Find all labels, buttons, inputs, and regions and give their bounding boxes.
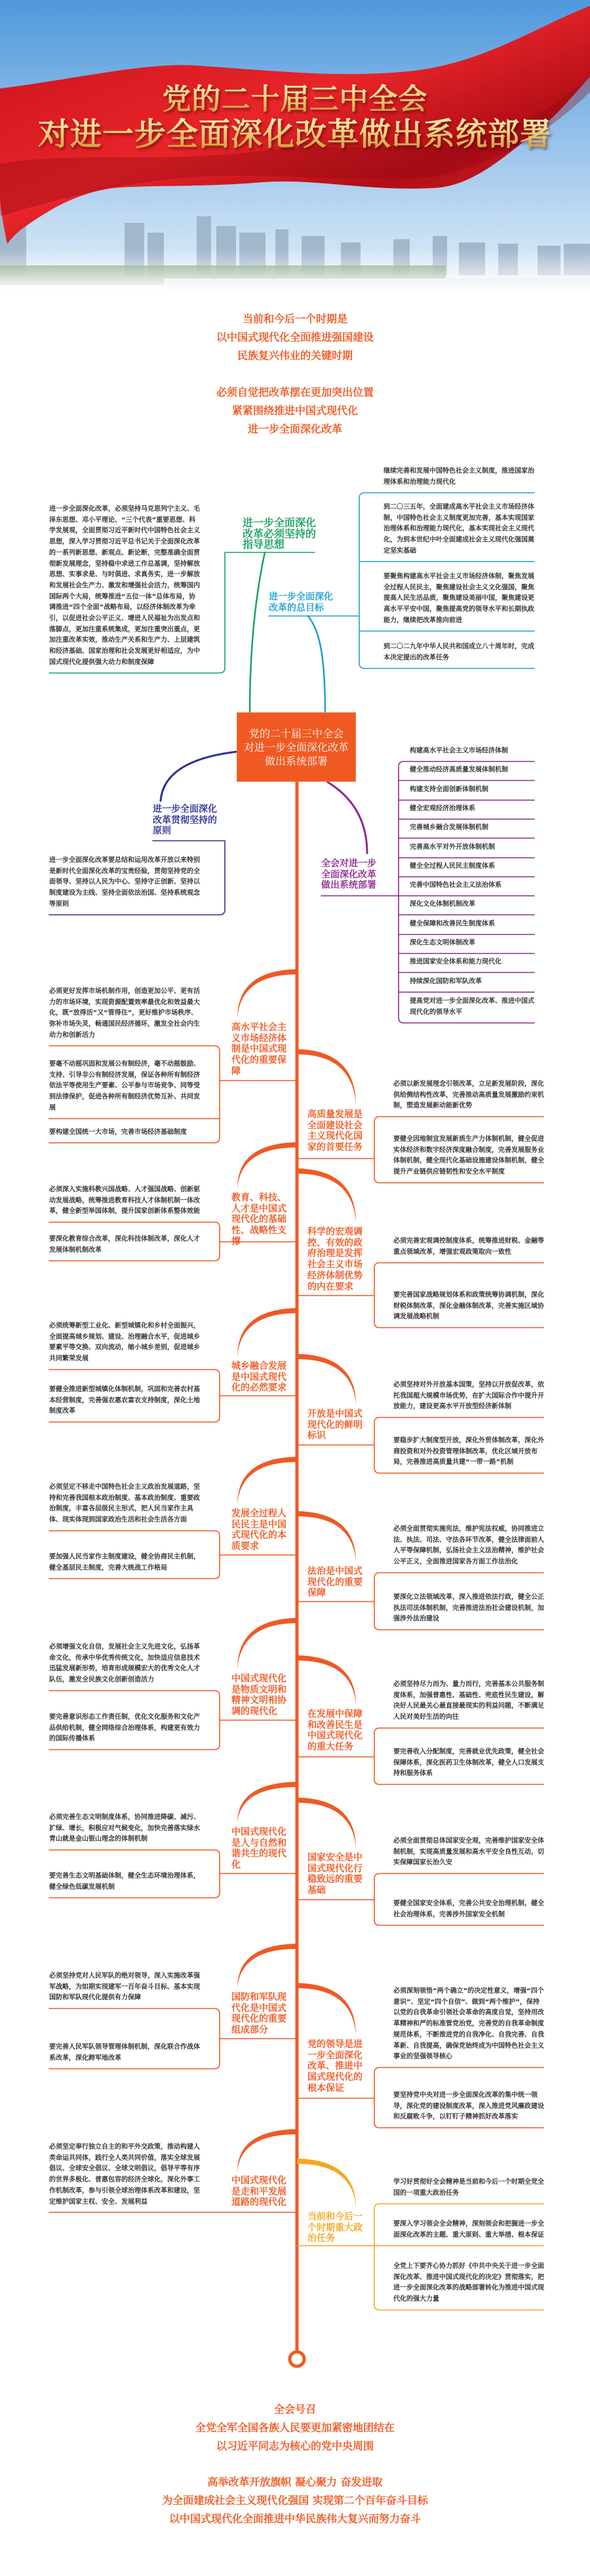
- central-node-line: 做出系统部署: [264, 754, 328, 767]
- deployment-list-item: 完善中国特色社会主义法治体系: [410, 881, 502, 889]
- guiding-thought-text: 进一步全面深化改革，必须坚持马克思列宁主义、毛泽东思想、邓小平理论、“三个代表”重要思想、科学发展观，全面贯彻习近平新时代中国特色社会主义思想，深入学习贯彻习近平总书记关于全面深化改革的一系列新思想、新观点、新论断，完整准确全面贯彻新发展理念，坚持稳中求进工作总基调，坚持解放思想、实事求是、与时俱进、求真务实，进一步解放和发展社会生产力、激发和增强社会活力，统筹国内国际两个大局，统筹推进“五位一体”总体布局，协调推进“四个全面”战略布局，以经济体制改革为牵引，以促进社会公平正义、增进人民福祉为出发点和落脚点，更加注重系统集成，更加注重突出重点，更加注重改革实效，推动生产关系和生产力、上层建筑和经济基础、国家治理和社会发展更好相适应，为中国式现代化提供强大动力和制度保障: [49, 505, 200, 666]
- topic-curve: [237, 1782, 297, 1823]
- topic-detail: 必须深刻领悟“两个确立”的决定性意义，增强“四个意识”、坚定“四个自信”、做到“两个维护”，保持以党的自我革命引领社会革命的高度自觉，坚持用改革精神和严的标准管党治党，完善党的自我革命制度规范体系，不断推进党的自我净化、自我完善、自我革新、自我提高，确保党始终成为中国特色社会主义事业的坚强领导核心: [393, 1988, 544, 2061]
- topic-curve: [237, 1457, 297, 1505]
- branch-curve-overall-goal: [308, 616, 325, 713]
- branch-curve-guiding-thought: [250, 552, 265, 713]
- topic-curve: [237, 969, 297, 1018]
- closing-line: 全会号召: [273, 2403, 316, 2415]
- topic-detail: 必须坚定奉行独立自主的和平外交政策，推动构建人类命运共同体，践行全人类共同价值，落实全球发展倡议、全球安全倡议、全球文明倡议，倡导平等有序的世界多极化、普惠包容的经济全球化，深化外事工作机制改革，参与引领全球治理体系改革和建设，坚定维护国家主权、安全、发展利益: [49, 2143, 200, 2206]
- topic-curve: [237, 1618, 297, 1670]
- topic-detail: 必须以新发展理念引领改革，立足新发展阶段，深化供给侧结构性改革，完善推动高质量发展激励约束机制，塑造发展新动能新优势: [393, 1080, 544, 1110]
- intro-line: 以中国式现代化全面推进强国建设: [216, 331, 374, 343]
- closing-line: 以习近平同志为核心的党中央周围: [216, 2440, 374, 2452]
- branch-curve-deployment: [327, 782, 367, 853]
- topic-curve: [237, 2129, 297, 2172]
- overall-goal-item: 继续完善和发展中国特色社会主义制度，推进国家治理体系和治理能力现代化: [384, 467, 534, 486]
- deployment-list-item: 深化生态文明体制改革: [410, 939, 475, 947]
- topic-detail: 要深化教育综合改革，深化科技体制改革，深化人才发展体制机制改革: [49, 1235, 200, 1254]
- deployment-list-item: 健全推动经济高质量发展体制机制: [410, 766, 508, 774]
- topic-label: 科学的宏观调控、有效的政府治理是发挥社会主义市场经济体制优势的内在要求: [307, 1227, 363, 1292]
- topic-detail: 要健全推进新型城镇化体制机制，巩固和完善农村基本经营制度，完善强农惠农富农支持制度，深化土地制度改革: [49, 1385, 200, 1415]
- central-node-line: 党的二十届三中全会: [248, 727, 344, 740]
- overall-goal-item: 到二〇二九年中华人民共和国成立八十周年时，完成本决定提出的改革任务: [384, 643, 534, 662]
- topic-label: 中国式现代化是物质文明和精神文明相协调的现代化: [231, 1674, 286, 1718]
- deployment-list-item: 提高党对进一步全面深化改革、推进中国式现代化的领导水平: [410, 997, 534, 1016]
- branch-label-principles: 进一步全面深化改革贯彻坚持的原则: [153, 804, 217, 837]
- branch-curve-principles: [161, 752, 237, 801]
- topic-detail: 必须坚定不移走中国特色社会主义政治发展道路，坚持和完善我国根本政治制度、基本政治制度、重要政治制度，丰富各层级民主形式，把人民当家作主具体、现实体现到国家政治生活和社会生活各方面: [49, 1484, 200, 1524]
- topic-detail: 学习好贯彻好全会精神是当前和今后一个时期全党全国的一项重大政治任务: [393, 2178, 544, 2197]
- topic-curve: [237, 1308, 297, 1357]
- topic-detail: 必须全面贯彻总体国家安全观，完善维护国家安全体制机制，实现高质量发展和高水平安全良性互动，切实保障国家长治久安: [393, 1837, 544, 1867]
- topic-label: 城乡融合发展是中国式现代化的必然要求: [231, 1361, 286, 1394]
- intro-line: 必须自觉把改革摆在更加突出位置: [216, 386, 374, 398]
- topic-detail: 要毫不动摇巩固和发展公有制经济，毫不动摇鼓励、支持、引导非公有制经济发展，保证各种所有制经济依法平等使用生产要素、公平参与市场竞争、同等受到法律保护，促进各种所有制经济优势互补、共同发展: [49, 1060, 200, 1112]
- topic-label: 党的领导是进一步全面深化改革、推进中国式现代化的根本保证: [307, 2039, 363, 2094]
- deployment-list-item: 构建高水平社会主义市场经济体制: [410, 747, 508, 755]
- topic-detail: 必须完善宏观调控制度体系，统筹推进财税、金融等重点领域改革，增强宏观政策取向一致性: [393, 1237, 544, 1256]
- principles-text: 进一步全面深化改革要总结和运用改革开放以来特别是新时代全面深化改革的宝贵经验，贯彻坚持党的全面领导、坚持以人民为中心、坚持守正创新、坚持以制度建设为主线、坚持全面依法治国、坚持系统观念等原则: [49, 856, 200, 908]
- branch-label-deployment: 全会对进一步全面深化改革做出系统部署: [321, 858, 376, 891]
- closing-line: 为全面建成社会主义现代化强国 实现第二个百年奋斗目标: [162, 2494, 428, 2507]
- topic-detail: 要完善人民军队领导管理体制机制，深化联合作战体系改革，深化跨军地改革: [49, 2043, 200, 2062]
- page-title-line-2: 对进一步全面深化改革做出系统部署: [0, 116, 590, 153]
- topic-detail: 要完善收入分配制度，完善就业优先政策，健全社会保障体系，深化医药卫生体制改革，健全人口发展支持和服务体系: [393, 1748, 544, 1778]
- topic-curve: [297, 1049, 356, 1105]
- topic-label: 中国式现代化是人与自然和谐共生的现代化: [231, 1827, 286, 1871]
- closing-line: 以中国式现代化全面推进中华民族伟大复兴而努力奋斗: [168, 2512, 421, 2525]
- topic-label: 中国式现代化是走和平发展道路的现代化: [231, 2176, 286, 2208]
- topic-label: 在发展中保障和改善民生是中国式现代化的重大任务: [307, 1709, 363, 1753]
- topic-detail: 全党上下要齐心协力抓好《中共中央关于进一步全面深化改革、推进中国式现代化的决定》贯彻落实，把进一步全面深化改革的战略部署转化为推进中国式现代化的强大力量: [393, 2263, 544, 2303]
- branch-label-overall-goal: 进一步全面深化改革的总目标: [269, 592, 333, 613]
- topic-curve: [237, 1142, 297, 1189]
- topic-detail: 要完善生态文明基础体制，健全生态环境治理体系，健全绿色低碳发展机制: [49, 1872, 200, 1891]
- deployment-list-item: 完善高水平对外开放体制机制: [410, 843, 495, 851]
- overall-goal-item: 到二〇三五年，全面建成高水平社会主义市场经济体制，中国特色社会主义制度更加完善，基本实现国家治理体系和治理能力现代化，基本实现社会主义现代化，为到本世纪中叶全面建成社会主义现代化强国奠定坚实基础: [384, 503, 534, 555]
- deployment-list-item: 完善城乡融合发展体制机制: [410, 824, 488, 832]
- topic-detail: 必须深入实施科教兴国战略、人才强国战略、创新驱动发展战略，统筹推进教育科技人才体制机制一体改革，健全新型举国体制，提升国家创新体系整体效能: [49, 1185, 200, 1216]
- topic-label: 国防和军队现代化是中国式现代化的重要组成部分: [231, 1992, 286, 2036]
- topic-detail: 要完善意识形态工作责任制，优化文化服务和文化产品供给机制，健全网络综合治理体系，构建更有效力的国际传播体系: [49, 1713, 200, 1743]
- topic-detail: 要深入学习领会全会精神，深刻领会和把握进一步全面深化改革的主题、重大原则、重大举措、根本保证: [393, 2220, 544, 2239]
- closing-text: [0, 2400, 590, 2528]
- central-node: [237, 713, 355, 781]
- topic-curve: [297, 1797, 356, 1849]
- closing-line: 全党全军全国各族人民要更加紧密地团结在: [195, 2421, 395, 2434]
- topic-detail: 必须更好发挥市场机制作用，创造更加公平、更有活力的市场环境，实现资源配置效率最优化和效益最大化，既“放得活”又“管得住”，更好维护市场秩序、弥补市场失灵，畅通国民经济循环，激发全社会内生动力和创新活力: [49, 988, 200, 1039]
- topic-detail: 必须坚持对外开放基本国策，坚持以开放促改革，依托我国超大规模市场优势，在扩大国际合作中提升开放能力，建设更高水平开放型经济新体制: [393, 1381, 544, 1411]
- topic-curve: [297, 1983, 356, 2035]
- topic-label: 法治是中国式现代化的重要保障: [307, 1566, 363, 1599]
- deployment-list-item: 深化文化体制机制改革: [410, 900, 475, 908]
- topic-detail: 必须坚持党对人民军队的绝对领导，深入实施改革强军战略，为如期实现建军一百年奋斗目标、基本实现国防和军队现代化提供有力保障: [49, 1972, 200, 2002]
- topic-detail: 要完善国家战略规划体系和政策统筹协调机制，深化财税体制改革，深化金融体制改革，完善实施区域协调发展战略机制: [393, 1291, 544, 1321]
- closing-line: 高举改革开放旗帜 凝心聚力 奋发进取: [207, 2476, 383, 2488]
- topic-label: 高水平社会主义市场经济体制是中国式现代化的重要保障: [231, 1022, 286, 1077]
- topic-label: 国家安全是中国式现代化行稳致远的重要基础: [307, 1853, 363, 1896]
- topic-detail: 必须增强文化自信，发展社会主义先进文化，弘扬革命文化，传承中华优秀传统文化，加快适应信息技术迅猛发展新形势，培育形成规模宏大的优秀文化人才队伍，激发全民族文化创新创造活力: [49, 1644, 200, 1684]
- intro-line: 当前和今后一个时期是: [242, 313, 347, 325]
- topic-curve: [237, 1944, 297, 1988]
- topic-detail: 要稳步扩大制度型开放，深化外贸体制改革，深化外商投资和对外投资管理体制改革，优化区域开放布局，完善推进高质量共建“一带一路”机制: [393, 1436, 544, 1467]
- topic-label: 开放是中国式现代化的鲜明标识: [307, 1409, 363, 1442]
- overall-goal-item: 要聚焦构建高水平社会主义市场经济体制，聚焦发展全过程人民民主，聚焦建设社会主义文化强国，聚焦提高人民生活品质，聚焦建设美丽中国，聚焦建设更高水平平安中国，聚焦提高党的领导水平和长期执政能力，继续把改革推向前进: [384, 573, 534, 625]
- topic-curve: [297, 1168, 356, 1223]
- topic-detail: 要坚持党中央对进一步全面深化改革的集中统一领导，深化党的建设制度改革，深入推进党风廉政建设和反腐败斗争，以钉钉子精神抓好改革落实: [393, 2091, 544, 2121]
- deployment-list-item: 构建支持全面创新体制机制: [410, 786, 488, 794]
- deployment-list-item: 健全保障和改善民生制度体系: [410, 920, 495, 928]
- topic-detail: 必须完善生态文明制度体系，协同推进降碳、减污、扩绿、增长，积极应对气候变化，加快完善落实绿水青山就是金山银山理念的体制机制: [49, 1813, 200, 1843]
- topic-detail: 必须全面贯彻实施宪法，维护宪法权威，协同推进立法、执法、司法、守法各环节改革，健全法律面前人人平等保障机制，弘扬社会主义法治精神，维护社会公平正义，全面推进国家各方面工作法治化: [393, 1526, 544, 1566]
- topic-detail: 要健全国家安全体系，完善公共安全治理机制，健全社会治理体系，完善涉外国家安全机制: [393, 1900, 544, 1919]
- topic-detail: 要加强人民当家作主制度建设，健全协商民主机制，健全基层民主制度，完善大统战工作格局: [49, 1553, 200, 1572]
- deployment-list-item: 推进国家安全体系和能力现代化: [410, 958, 502, 966]
- page-title-line-1: 党的二十届三中全会: [0, 82, 590, 117]
- topic-label: 高质量发展是全面建设社会主义现代化国家的首要任务: [307, 1109, 363, 1153]
- topic-curve: [297, 2159, 356, 2208]
- topic-label: 教育、科技、人才是中国式现代化的基础性、战略性支撑: [231, 1193, 286, 1247]
- branch-label-guiding-thought: 进一步全面深化改革必须坚持的指导思想: [243, 516, 317, 551]
- deployment-list-item: 健全宏观经济治理体系: [410, 805, 475, 813]
- topic-detail: 要构建全国统一大市场，完善市场经济基础制度: [49, 1128, 187, 1136]
- deployment-list-item: 持续深化国防和军队改革: [410, 978, 482, 986]
- intro-line: 紧紧围绕推进中国式现代化: [231, 404, 358, 417]
- deployment-list-item: 健全全过程人民民主制度体系: [410, 862, 495, 870]
- closing-spacer: [0, 2455, 590, 2473]
- intro-line: 进一步全面深化改革: [247, 423, 342, 435]
- topic-detail: 必须坚持尽力而为、量力而行，完善基本公共服务制度体系，加强普惠性、基础性、兜底性民生建设，解决好人民最关心最直接最现实的利益问题，不断满足人民对美好生活的向往: [393, 1681, 544, 1721]
- spine-end-circle: [290, 2352, 304, 2366]
- intro-line: 民族复兴伟业的关键时期: [237, 349, 353, 362]
- topic-detail: 必须统筹新型工业化、新型城镇化和乡村全面振兴，全面提高城乡规划、建设、治理融合水平，促进城乡要素平等交换、双向流动，缩小城乡差别，促进城乡共同繁荣发展: [49, 1322, 200, 1363]
- topic-detail: 要健全因地制宜发展新质生产力体制机制，健全促进实体经济和数字经济深度融合制度，完善发展服务业体制机制，健全现代化基础设施建设体制机制，健全提升产业链供应链韧性和安全水平制度: [393, 1136, 544, 1176]
- central-node-line: 对进一步全面深化改革: [243, 740, 349, 754]
- topic-detail: 要深化立法领域改革，深入推进依法行政，健全公正执法司法体制机制，完善推进法治社会建设机制，加强涉外法治建设: [393, 1593, 544, 1623]
- topic-label: 当前和今后一个时期重大政治任务: [307, 2212, 363, 2244]
- topic-label: 发展全过程人民民主是中国式现代化的本质要求: [231, 1509, 286, 1552]
- topic-curve: [297, 1511, 356, 1562]
- topic-curve: [297, 1354, 356, 1405]
- topic-curve: [297, 1655, 356, 1705]
